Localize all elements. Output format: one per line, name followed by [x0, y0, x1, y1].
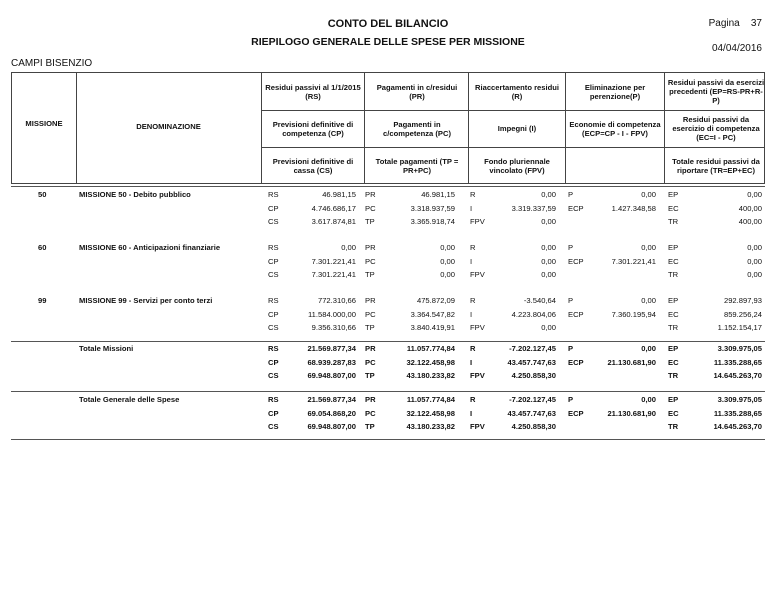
row-label: P — [568, 395, 574, 404]
row-value: 69.054.868,20 — [307, 408, 356, 418]
row-label: PR — [365, 296, 376, 305]
header-pc: Pagamenti in c/competenza (PC) — [383, 119, 451, 138]
row-value: 859.256,24 — [723, 309, 762, 319]
row-label: RS — [268, 243, 279, 252]
row-value: 0,00 — [747, 190, 762, 199]
row-value: 32.122.458,98 — [406, 408, 455, 418]
row-value: 21.569.877,34 — [307, 395, 356, 404]
header-ec: Residui passivi da esercizio di competenza (EC=I - PC) — [672, 115, 760, 142]
missione-code: 99 — [38, 296, 47, 305]
row-label: P — [568, 296, 574, 305]
row-value: 9.356.310,66 — [311, 323, 356, 332]
total-label: Totale Missioni — [79, 344, 134, 353]
header-ecp: Economie di competenza (ECP=CP - I - FPV) — [569, 119, 661, 138]
row-label: I — [470, 357, 473, 367]
row-value: 1.152.154,17 — [717, 323, 762, 332]
header-tr: Totale residui passivi da riportare (TR=EP+EC) — [672, 156, 760, 175]
row-value: 43.457.747,63 — [507, 357, 556, 367]
row-value: 0,00 — [541, 217, 556, 226]
row-label: EP — [668, 344, 679, 353]
row-label: FPV — [470, 422, 485, 431]
row-value: 0,00 — [440, 270, 455, 279]
row-value: 1.427.348,58 — [611, 203, 656, 213]
row-label: EP — [668, 190, 679, 199]
row-label: CP — [268, 357, 279, 367]
row-value: 292.897,93 — [723, 296, 762, 305]
row-label: EP — [668, 243, 679, 252]
row-label: PR — [365, 190, 376, 199]
row-label: CP — [268, 256, 279, 266]
row-label: TP — [365, 217, 375, 226]
row-value: 3.309.975,05 — [717, 395, 762, 404]
row-value: 0,00 — [641, 344, 656, 353]
report-date: 04/04/2016 — [711, 43, 762, 54]
row-value: 0,00 — [541, 243, 556, 252]
row-label: CS — [268, 323, 279, 332]
row-value: 0,00 — [341, 243, 356, 252]
row-label: TR — [668, 270, 679, 279]
row-value: 7.301.221,41 — [611, 256, 656, 266]
report-title: CONTO DEL BILANCIO — [327, 18, 449, 30]
row-value: 4.746.686,17 — [311, 203, 356, 213]
row-value: 0,00 — [440, 256, 455, 266]
row-label: R — [470, 190, 476, 199]
missione-name: MISSIONE 60 - Anticipazioni finanziarie — [79, 243, 221, 252]
report-subtitle: RIEPILOGO GENERALE DELLE SPESE PER MISSIONE — [251, 36, 525, 48]
row-value: 7.301.221,41 — [311, 270, 356, 279]
missione-name: MISSIONE 99 - Servizi per conto terzi — [79, 296, 213, 305]
header-p: Eliminazione per perenzione(P) — [584, 82, 646, 101]
row-value: 772.310,66 — [317, 296, 356, 305]
row-label: PC — [365, 256, 376, 266]
header-cp: Previsioni definitive di competenza (CP) — [272, 119, 354, 138]
row-value: -7.202.127,45 — [509, 344, 556, 353]
row-label: CS — [268, 371, 279, 380]
row-label: ECP — [568, 357, 584, 367]
row-label: EC — [668, 203, 679, 213]
row-value: 4.250.858,30 — [511, 422, 556, 431]
column-header — [11, 72, 765, 184]
row-label: R — [470, 243, 476, 252]
total-label: Totale Generale delle Spese — [79, 395, 180, 404]
row-value: 3.364.547,82 — [410, 309, 455, 319]
row-value: 3.365.918,74 — [410, 217, 455, 226]
row-label: FPV — [470, 323, 485, 332]
row-label: PC — [365, 309, 376, 319]
page-number — [709, 18, 762, 29]
row-value: 0,00 — [541, 256, 556, 266]
row-value: 46.981,15 — [322, 190, 356, 199]
row-value: 43.180.233,82 — [406, 422, 455, 431]
row-label: P — [568, 190, 574, 199]
row-value: 11.335.288,65 — [713, 408, 762, 418]
row-value: 3.309.975,05 — [717, 344, 762, 353]
row-label: P — [568, 243, 574, 252]
row-label: ECP — [568, 309, 584, 319]
row-label: TR — [668, 422, 679, 431]
row-value: 32.122.458,98 — [406, 357, 455, 367]
row-label: R — [470, 395, 476, 404]
row-label: PR — [365, 243, 376, 252]
row-value: 11.057.774,84 — [406, 395, 455, 404]
ente-name: CAMPI BISENZIO — [11, 58, 93, 69]
row-value: 21.569.877,34 — [307, 344, 356, 353]
page-label: Pagina — [708, 18, 740, 29]
row-value: 11.057.774,84 — [406, 344, 455, 353]
row-value: 400,00 — [738, 203, 762, 213]
row-value: 3.318.937,59 — [410, 203, 455, 213]
row-value: 21.130.681,90 — [607, 357, 656, 367]
row-label: ECP — [568, 408, 584, 418]
row-label: CS — [268, 217, 279, 226]
header-r: Riaccertamento residui (R) — [475, 82, 559, 101]
row-label: EP — [668, 296, 679, 305]
row-label: FPV — [470, 217, 485, 226]
missione-name: MISSIONE 50 - Debito pubblico — [79, 190, 191, 199]
row-label: TR — [668, 323, 679, 332]
page-value: 37 — [750, 18, 762, 29]
row-value: 14.645.263,70 — [713, 371, 762, 380]
row-label: FPV — [470, 270, 485, 279]
row-label: FPV — [470, 371, 485, 380]
row-value: 21.130.681,90 — [607, 408, 656, 418]
row-label: EC — [668, 309, 679, 319]
row-label: RS — [268, 395, 279, 404]
row-label: ECP — [568, 203, 584, 213]
row-label: I — [470, 309, 473, 319]
row-label: PR — [365, 395, 376, 404]
row-value: 0,00 — [641, 243, 656, 252]
row-value: 3.840.419,91 — [410, 323, 455, 332]
row-label: PC — [365, 203, 376, 213]
row-value: -7.202.127,45 — [509, 395, 556, 404]
row-label: CP — [268, 408, 279, 418]
row-label: PC — [365, 357, 376, 367]
row-label: R — [470, 344, 476, 353]
row-label: EP — [668, 395, 679, 404]
missione-code: 60 — [38, 243, 47, 252]
row-value: -3.540,64 — [523, 296, 556, 305]
row-value: 0,00 — [641, 296, 656, 305]
row-value: 0,00 — [641, 395, 656, 404]
row-value: 475.872,09 — [416, 296, 455, 305]
row-label: PR — [365, 344, 376, 353]
row-value: 7.360.195,94 — [611, 309, 656, 319]
row-label: PC — [365, 408, 376, 418]
header-fpv: Fondo pluriennale vincolato (FPV) — [484, 156, 550, 175]
row-label: P — [568, 344, 574, 353]
row-label: CS — [268, 270, 279, 279]
row-label: RS — [268, 296, 279, 305]
row-label: RS — [268, 344, 279, 353]
row-value: 7.301.221,41 — [311, 256, 356, 266]
row-label: RS — [268, 190, 279, 199]
row-value: 0,00 — [541, 190, 556, 199]
row-label: TR — [668, 217, 679, 226]
row-label: CP — [268, 203, 279, 213]
row-value: 69.948.807,00 — [307, 371, 356, 380]
row-value: 69.948.807,00 — [307, 422, 356, 431]
row-label: TP — [365, 270, 375, 279]
row-value: 0,00 — [747, 270, 762, 279]
row-label: EC — [668, 408, 679, 418]
row-label: CS — [268, 422, 279, 431]
row-value: 0,00 — [747, 256, 762, 266]
row-label: TP — [365, 323, 375, 332]
header-i: Impegni (I) — [497, 124, 537, 133]
header-missione: MISSIONE — [25, 118, 63, 128]
row-label: TR — [668, 371, 679, 380]
row-value: 0,00 — [440, 243, 455, 252]
row-label: R — [470, 296, 476, 305]
missione-code: 50 — [38, 190, 47, 199]
row-label: TP — [365, 371, 375, 380]
row-label: ECP — [568, 256, 584, 266]
row-value: 0,00 — [541, 323, 556, 332]
header-rs: Residui passivi al 1/1/2015 (RS) — [265, 82, 361, 101]
row-value: 14.645.263,70 — [713, 422, 762, 431]
header-tp: Totale pagamenti (TP = PR+PC) — [375, 156, 459, 175]
header-cs: Previsioni definitive di cassa (CS) — [272, 156, 354, 175]
row-label: TP — [365, 422, 375, 431]
row-value: 3.617.874,81 — [311, 217, 356, 226]
row-label: I — [470, 256, 473, 266]
row-value: 68.939.287,83 — [307, 357, 356, 367]
row-value: 400,00 — [738, 217, 762, 226]
row-value: 4.250.858,30 — [511, 371, 556, 380]
row-value: 0,00 — [641, 190, 656, 199]
row-value: 46.981,15 — [421, 190, 455, 199]
row-value: 11.584.000,00 — [308, 309, 356, 319]
row-value: 43.180.233,82 — [406, 371, 455, 380]
row-value: 11.335.288,65 — [713, 357, 762, 367]
row-value: 3.319.337,59 — [511, 203, 556, 213]
header-ep: Residui passivi da esercizi precedenti (EP=RS-PR+R-P) — [667, 78, 765, 105]
row-label: EC — [668, 357, 679, 367]
row-value: 0,00 — [747, 243, 762, 252]
row-value: 43.457.747,63 — [507, 408, 556, 418]
row-label: I — [470, 203, 473, 213]
row-value: 4.223.804,06 — [511, 309, 556, 319]
header-pr: Pagamenti in c/residui (PR) — [376, 82, 458, 101]
row-label: EC — [668, 256, 679, 266]
row-value: 0,00 — [541, 270, 556, 279]
header-denominazione: DENOMINAZIONE — [136, 121, 201, 131]
row-label: CP — [268, 309, 279, 319]
row-label: I — [470, 408, 473, 418]
